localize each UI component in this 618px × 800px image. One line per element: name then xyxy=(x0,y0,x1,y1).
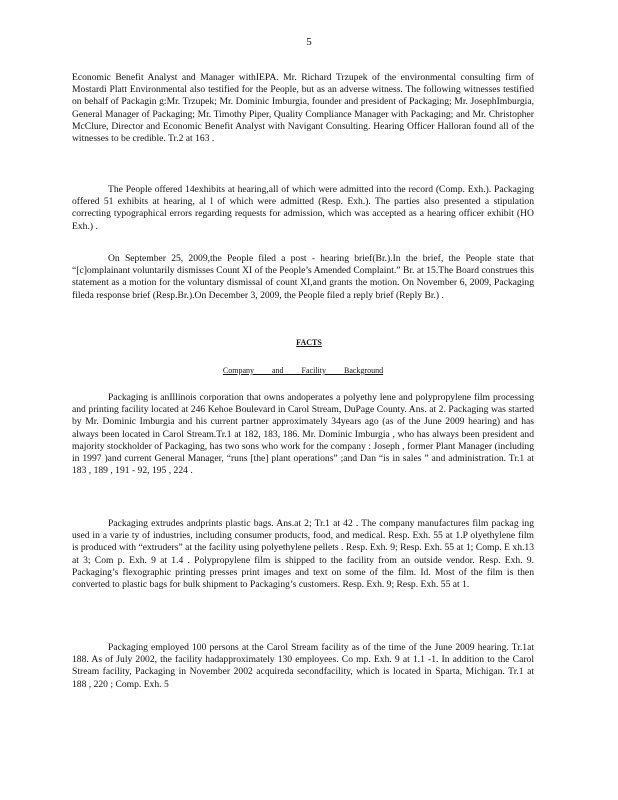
paragraph-employees xyxy=(72,642,534,691)
paragraph-products-text: Packaging extrudes andprints plastic bags. Ans.at 2; Tr.1 at 42 . The company manufactures film packag ing used in a varie ty of industries, including consumer products, food, and medical. Resp. Exh. 55 at 1.P olyethylene film is produced with “extruders” at the facility using polyethylene pellets . Resp. Exh. 9; Resp. Exh. 55 at 1; Comp. E xh.13 at 3; Com p. Exh. 9 at 1.4 . Polypropylene film is shipped to the facility from an outside vendor. Resp. Exh. 9. Packaging’s flexographic printing presses print images and text on some of the film. Id. Most of the film is then converted to plastic bags for bulk shipment to Packaging’s customers. Resp. Exh. 9; Resp. Exh. 55 at 1. xyxy=(72,518,534,591)
section-heading-facts: FACTS xyxy=(296,338,322,347)
paragraph-company-background xyxy=(72,392,534,477)
paragraph-employees-text: Packaging employed 100 persons at the Carol Stream facility as of the time of the June 2009 hearing. Tr.1at 188. As of July 2002, the facility hadapproximately 130 employees. Co mp. Exh. 9 at 1.1 -1. In addition to the Carol Stream facility, Packaging in November 2002 acquireda secondfacility, which is located in Sparta, Michigan. Tr.1 at 188 , 220 ; Comp. Exh. 5 xyxy=(72,642,534,690)
paragraph-products xyxy=(72,518,534,591)
paragraph-briefs xyxy=(72,253,534,302)
paragraph-witnesses-text: Economic Benefit Analyst and Manager withIEPA. Mr. Richard Trzupek of the environmental consulting firm of Mostardi Platt Environmental also testified for the People, but as an adverse witness. The following witnesses testified on behalf of Packagin g:Mr. Trzupek; Mr. Dominic Imburgia, founder and president of Packaging; Mr. JosephImburgia, General Manager of Packaging; Mr. Timothy Piper, Quality Compliance Manager with Packaging; and Mr. Christopher McClure, Director and Economic Benefit Analyst with Navigant Consulting. Hearing Officer Halloran found all of the witnesses to be credible. Tr.2 at 163 . xyxy=(72,72,534,145)
paragraph-exhibits xyxy=(72,184,534,233)
paragraph-briefs-text: On September 25, 2009,the People filed a post - hearing brief(Br.).In the brief, the People state that “[c]omplainant voluntarily dismisses Count XI of the People’s Amended Complaint.” Br. at 15.The Board construes this statement as a motion for the voluntary dismissal of count XI,and grants the motion. On November 6, 2009, Packaging fileda response brief (Resp.Br.).On December 3, 2009, the People filed a reply brief (Reply Br.) . xyxy=(72,253,534,301)
paragraph-company-background-text: Packaging is anIllinois corporation that owns andoperates a polyethy lene and polypropylene film processing and printing facility located at 246 Kehoe Boulevard in Carol Stream, DuPage County. Ans. at 2. Packaging was started by Mr. Dominic Imburgia and his current partner approximately 34years ago (as of the June 2009 hearing) and has always been located in Carol Stream.Tr.1 at 182, 183, 186. Mr. Dominic Imburgia , who has always been president and majority stockholder of Packaging, has two sons who work for the company : Joseph , former Plant Manager (including in 1997 )and current General Manager, “runs [the] plant operations” ;and Dan “is in sales ” and administration. Tr.1 at 183 , 189 , 191 - 92, 195 , 224 . xyxy=(72,392,534,477)
subsection-heading-company-background: Company and Facility Background xyxy=(222,366,384,375)
page-number: 5 xyxy=(306,36,312,48)
paragraph-witnesses xyxy=(72,72,534,145)
paragraph-exhibits-text: The People offered 14exhibits at hearing,all of which were admitted into the record (Comp. Exh.). Packaging offered 51 exhibits at hearing, al l of which were admitted (Resp. Exh.). The parties also presented a stipulation correcting typographical errors regarding requests for admission, which was accepted as a hearing officer exhibit (HO Exh.) . xyxy=(72,184,534,232)
